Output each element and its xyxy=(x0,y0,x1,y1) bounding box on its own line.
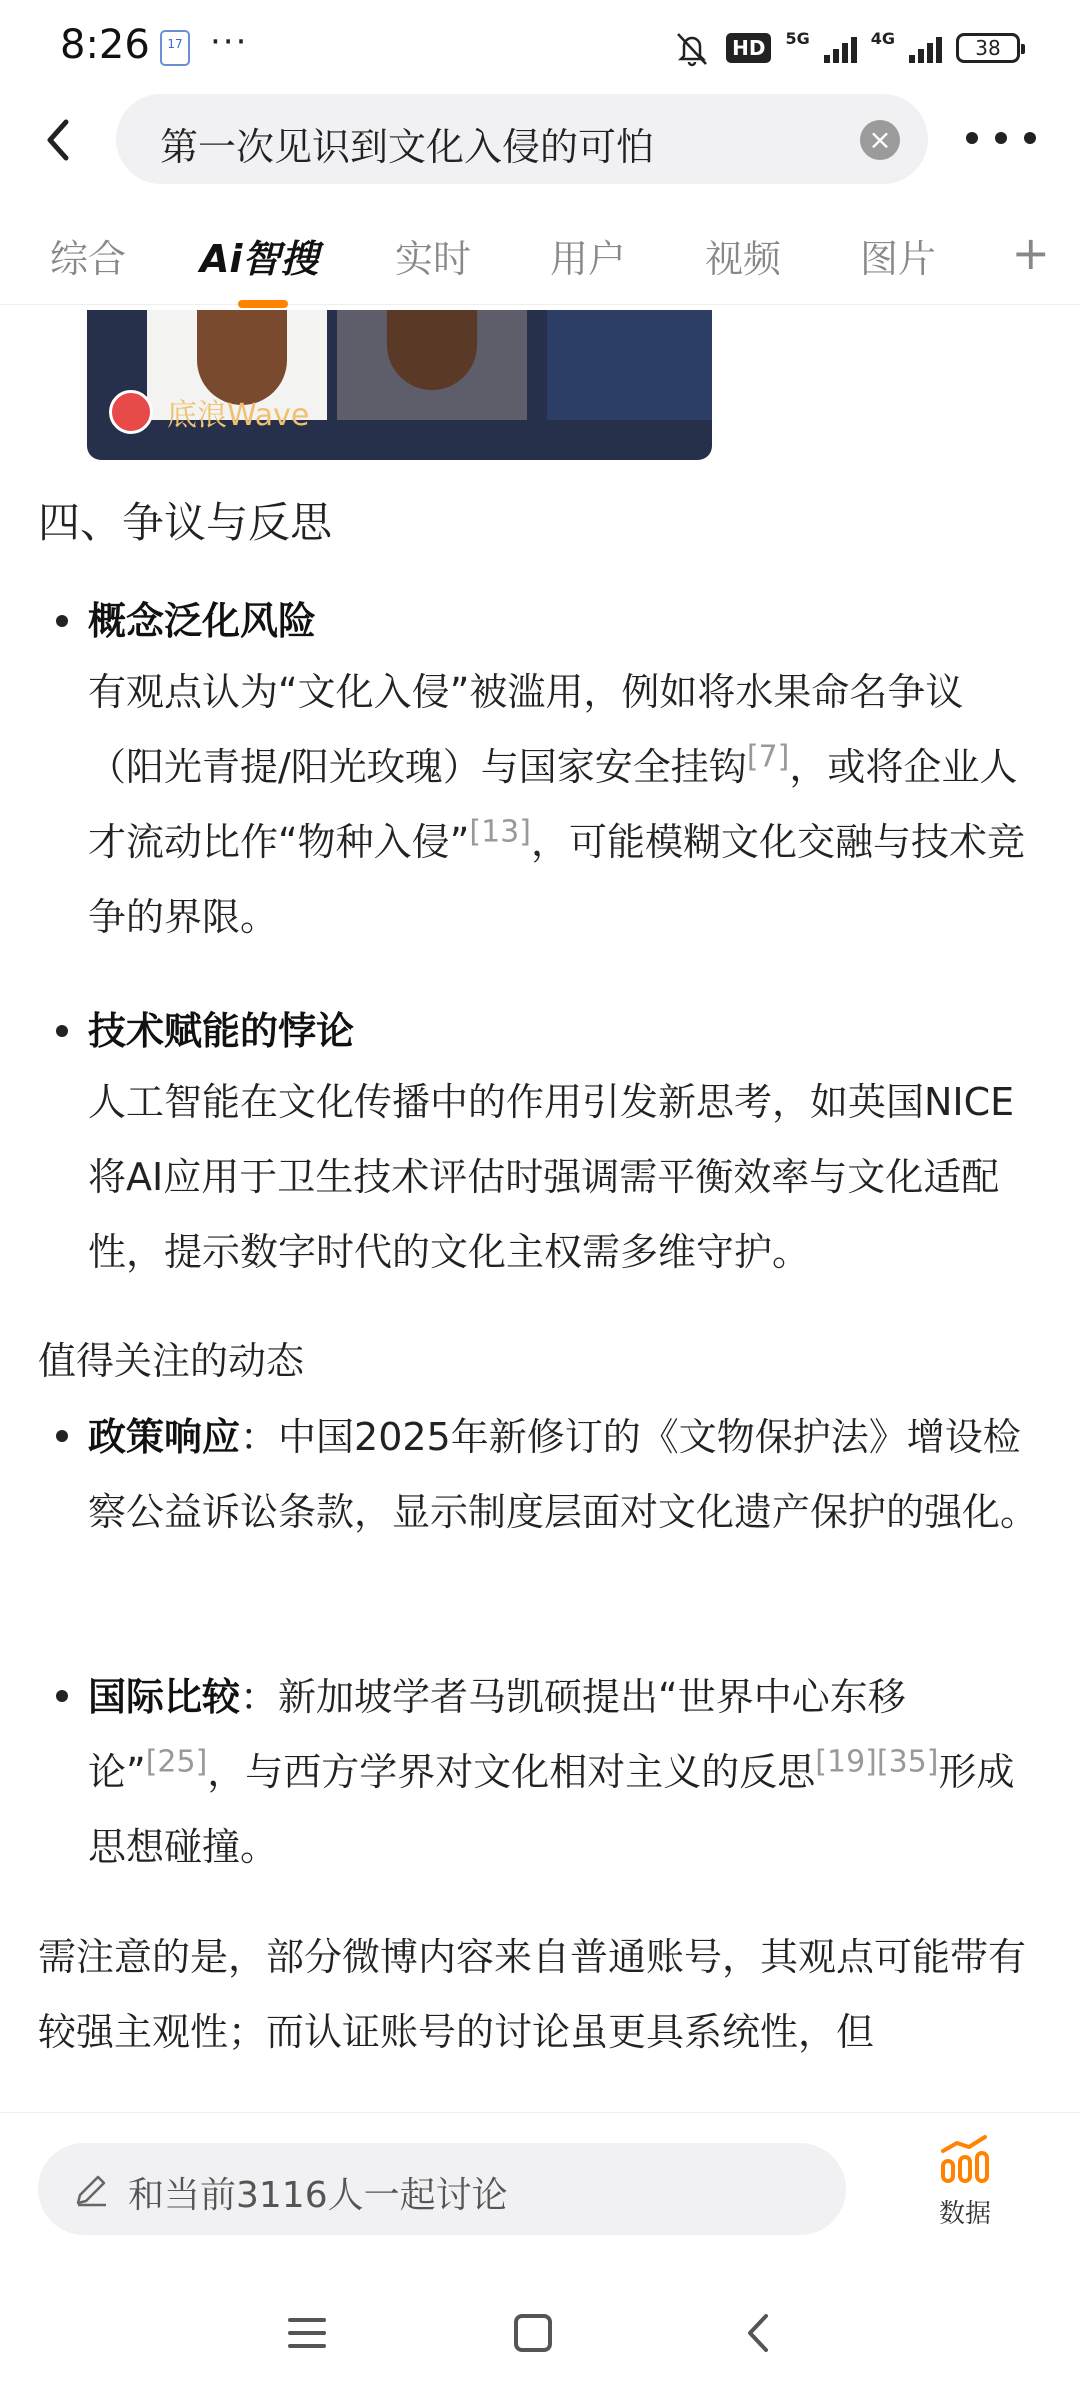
bullet-paragraph: 国际比较：新加坡学者马凯硕提出“世界中心东移论”[25]，与西方学界对文化相对主义的反思[19][35]形成思想碰撞。 xyxy=(88,1675,1015,1869)
status-indicators xyxy=(672,28,1020,68)
pencil-icon xyxy=(70,2167,114,2211)
menu-icon[interactable] xyxy=(282,2308,332,2358)
reference-link[interactable]: [19] xyxy=(815,1744,877,1780)
back-chevron-icon[interactable] xyxy=(734,2308,784,2358)
bullet-dot xyxy=(56,615,68,627)
channel-logo-icon xyxy=(109,390,153,434)
data-label: 数据 xyxy=(938,2199,991,2229)
thumbnail-person xyxy=(547,310,712,420)
bullet-paragraph: 有观点认为“文化入侵”被滥用，例如将水果命名争议（阳光青提/阳光玫瑰）与国家安全挂钩[7]，或将企业人才流动比作“物种入侵”[13]，可能模糊文化交融与技术竞争的界限。 xyxy=(88,670,1025,939)
notification-more-icon: ··· xyxy=(210,22,249,62)
bullet-paragraph: 政策响应：中国2025年新修订的《文物保护法》增设检察公益诉讼条款，显示制度层面对文化遗产保护的强化。 xyxy=(88,1415,1039,1534)
comment-placeholder: 和当前3116人一起讨论 xyxy=(128,2175,508,2216)
status-time: 8:26 xyxy=(60,22,150,68)
bottom-action-bar xyxy=(0,2112,1080,2273)
reference-link[interactable]: [7] xyxy=(746,739,790,775)
status-bar xyxy=(0,0,1080,92)
bullet-title: 概念泛化风险 xyxy=(88,599,317,643)
active-tab-indicator xyxy=(238,300,288,308)
search-tabs xyxy=(0,212,1080,305)
bullet-title: 技术赋能的悖论 xyxy=(88,1009,355,1053)
reference-link[interactable]: [13] xyxy=(469,814,531,850)
article-content xyxy=(0,310,1080,2110)
section-heading: 四、争议与反思 xyxy=(38,498,333,547)
closing-paragraph: 需注意的是，部分微博内容来自普通账号，其观点可能带有较强主观性；而认证账号的讨论虽更具系统性，但 xyxy=(38,1935,1027,2054)
tab-users[interactable]: 用户 xyxy=(550,237,627,281)
home-square-icon[interactable] xyxy=(508,2308,558,2358)
tab-realtime[interactable]: 实时 xyxy=(395,237,472,281)
bullet-dot xyxy=(56,1025,68,1037)
battery-icon: 38 xyxy=(956,33,1020,63)
bar-chart-icon xyxy=(937,2133,993,2185)
data-button[interactable] xyxy=(910,2133,1020,2253)
bullet-dot xyxy=(56,1690,68,1702)
dynamics-heading: 值得关注的动态 xyxy=(38,1339,305,1383)
video-watermark: 底浪Wave xyxy=(167,398,310,433)
hd-badge: HD xyxy=(726,33,771,63)
video-thumbnail[interactable] xyxy=(87,310,712,460)
signal-5g-icon xyxy=(824,33,857,63)
signal-4g-icon xyxy=(909,33,942,63)
network-4g-label: 4G xyxy=(870,28,895,48)
system-nav-bar xyxy=(0,2272,1080,2400)
comment-input[interactable] xyxy=(38,2143,846,2235)
tab-ai-search[interactable]: Ai智搜 xyxy=(200,237,319,281)
back-arrow-icon[interactable] xyxy=(30,110,90,170)
more-dots-icon[interactable] xyxy=(966,118,1036,158)
mute-bell-icon xyxy=(672,28,712,68)
add-tab-icon[interactable]: + xyxy=(1011,226,1050,280)
reference-link[interactable]: [35] xyxy=(876,1744,939,1780)
search-input[interactable] xyxy=(116,94,928,184)
bullet-dot xyxy=(56,1430,68,1442)
bullet-paragraph: 人工智能在文化传播中的作用引发新思考，如英国NICE将AI应用于卫生技术评估时强调需平衡效率与文化适配性，提示数字时代的文化主权需多维守护。 xyxy=(88,1080,1015,1274)
reference-link[interactable]: [25] xyxy=(145,1744,208,1780)
search-query[interactable]: 第一次见识到文化入侵的可怕 xyxy=(160,125,655,169)
clear-icon[interactable]: × xyxy=(860,120,900,160)
tab-images[interactable]: 图片 xyxy=(860,237,937,281)
network-5g-label: 5G xyxy=(785,28,810,48)
calendar-icon: 17 xyxy=(160,30,190,66)
search-header xyxy=(0,92,1080,188)
tab-video[interactable]: 视频 xyxy=(705,237,782,281)
tab-all[interactable]: 综合 xyxy=(50,237,127,281)
